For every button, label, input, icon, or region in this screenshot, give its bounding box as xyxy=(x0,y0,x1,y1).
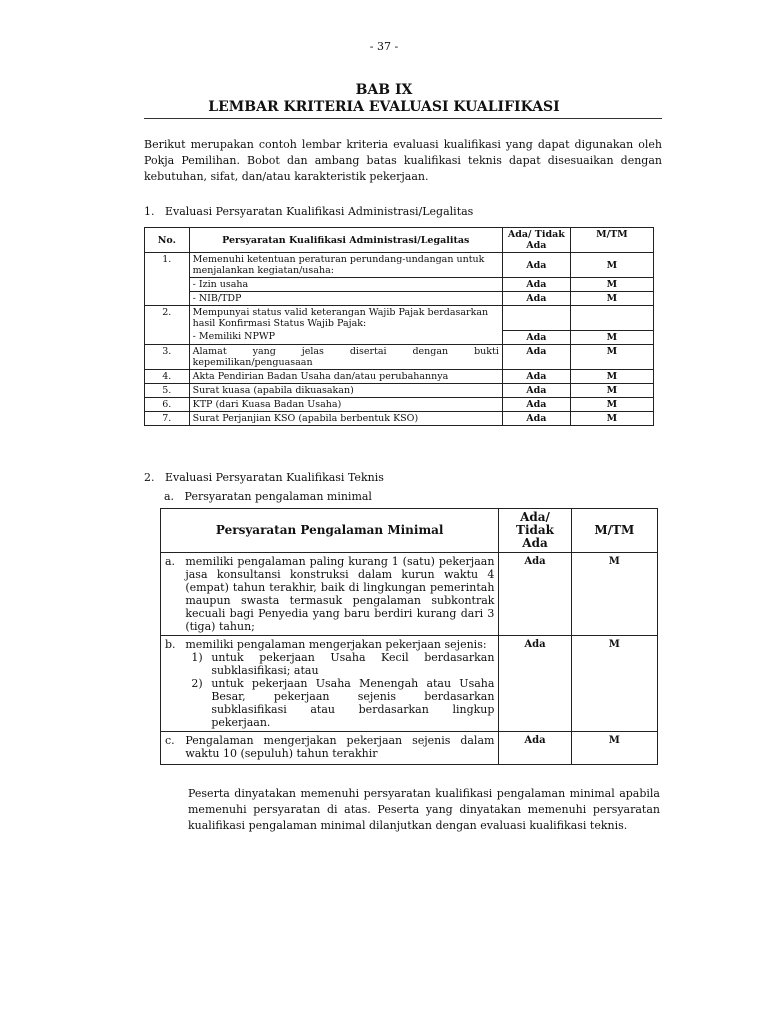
row-requirement: Memenuhi ketentuan peraturan perundang-undangan untuk menjalankan kegiatan/usaha: xyxy=(189,253,502,278)
sub-item-number: 1) xyxy=(191,651,203,664)
row-letter: b. xyxy=(161,636,182,732)
chapter-subtitle: LEMBAR KRITERIA EVALUASI KUALIFIKASI xyxy=(208,99,560,115)
row-ada: Ada xyxy=(502,292,570,306)
sub-item-text: untuk pekerjaan Usaha Kecil berdasarkan subklasifikasi; atau xyxy=(211,651,495,677)
sub-item-number: 2) xyxy=(191,677,203,690)
table-row xyxy=(161,732,658,765)
row-no: 1. xyxy=(145,253,190,278)
row-requirement: - Izin usaha xyxy=(189,278,502,292)
section-2-heading: 2. Evaluasi Persyaratan Kualifikasi Teknis xyxy=(144,471,384,484)
row-mtm: M xyxy=(570,292,653,306)
header-ada: Ada/ Tidak Ada xyxy=(502,228,570,253)
row-requirement: - Memiliki NPWP xyxy=(189,330,502,344)
table-row xyxy=(145,383,654,397)
row-no xyxy=(145,278,190,292)
row-requirement: memiliki pengalaman paling kurang 1 (satu) pekerjaan jasa konsultansi konstruksi dalam kurun waktu 4 (empat) tahun terakhir, baik di lingkungan pemerintah maupun swasta termasuk pengalaman subkontrak kecuali bagi Penyedia yang baru berdiri kurang dari 3 (tiga) tahun; xyxy=(181,553,499,636)
table-row xyxy=(145,278,654,292)
row-no xyxy=(145,330,190,344)
row-requirement: - NIB/TDP xyxy=(189,292,502,306)
page-number: - 37 - xyxy=(369,40,399,53)
table-row xyxy=(161,636,658,732)
table-header-row xyxy=(161,509,658,553)
row-requirement: Surat Perjanjian KSO (apabila berbentuk KSO) xyxy=(189,411,502,425)
header-requirement: Persyaratan Pengalaman Minimal xyxy=(161,509,499,553)
chapter-title: BAB IX xyxy=(355,82,413,98)
row-mtm: M xyxy=(570,278,653,292)
row-requirement xyxy=(181,636,499,732)
header-no: No. xyxy=(145,228,190,253)
closing-paragraph: Peserta dinyatakan memenuhi persyaratan kualifikasi pengalaman minimal apabila memenuhi persyaratan di atas. Peserta yang dinyatakan memenuhi persyaratan kualifikasi pengalaman minimal dilanjutkan dengan evaluasi kualifikasi teknis. xyxy=(188,787,660,832)
row-requirement: KTP (dari Kuasa Badan Usaha) xyxy=(189,397,502,411)
row-mtm: M xyxy=(571,553,657,636)
row-mtm: M xyxy=(570,253,653,278)
row-ada: Ada xyxy=(499,553,571,636)
row-no: 7. xyxy=(145,411,190,425)
section-1-heading: 1. Evaluasi Persyaratan Kualifikasi Administrasi/Legalitas xyxy=(144,205,474,218)
table-row xyxy=(145,330,654,344)
row-ada: Ada xyxy=(502,411,570,425)
row-ada: Ada xyxy=(499,636,571,732)
row-no: 3. xyxy=(145,344,190,369)
table-row xyxy=(145,397,654,411)
row-requirement: Pengalaman mengerjakan pekerjaan sejenis dalam waktu 10 (sepuluh) tahun terakhir xyxy=(181,732,499,765)
row-ada: Ada xyxy=(502,397,570,411)
table-row xyxy=(145,369,654,383)
row-mtm: M xyxy=(570,397,653,411)
sub-item-text: untuk pekerjaan Usaha Menengah atau Usaha Besar, pekerjaan sejenis berdasarkan subklasifikasi atau berdasarkan lingkup pekerjaan. xyxy=(211,677,495,729)
row-mtm: M xyxy=(570,344,653,369)
row-ada: Ada xyxy=(502,383,570,397)
row-ada: Ada xyxy=(502,253,570,278)
header-ada: Ada/ Tidak Ada xyxy=(499,509,571,553)
row-ada: Ada xyxy=(502,330,570,344)
row-ada: Ada xyxy=(499,732,571,765)
row-letter: c. xyxy=(161,732,182,765)
table-header-row xyxy=(145,228,654,253)
experience-requirements-table xyxy=(160,508,658,765)
section-2a-heading: a. Persyaratan pengalaman minimal xyxy=(164,490,372,503)
row-mtm xyxy=(570,306,653,331)
row-ada: Ada xyxy=(502,344,570,369)
table-row xyxy=(145,253,654,278)
header-requirement: Persyaratan Kualifikasi Administrasi/Legalitas xyxy=(189,228,502,253)
row-mtm: M xyxy=(571,732,657,765)
row-ada: Ada xyxy=(502,369,570,383)
row-no: 4. xyxy=(145,369,190,383)
table-row xyxy=(145,344,654,369)
row-ada xyxy=(502,306,570,331)
header-mtm: M/TM xyxy=(571,509,657,553)
row-requirement: Alamat yang jelas disertai dengan bukti kepemilikan/penguasaan xyxy=(189,344,502,369)
row-mtm: M xyxy=(570,369,653,383)
row-mtm: M xyxy=(570,411,653,425)
row-ada: Ada xyxy=(502,278,570,292)
sub-item xyxy=(191,651,494,677)
intro-paragraph: Berikut merupakan contoh lembar kriteria evaluasi kualifikasi yang dapat digunakan oleh Pokja Pemilihan. Bobot dan ambang batas kualifikasi teknis dapat disesuaikan dengan kebutuhan, sifat, dan/atau karakteristik pekerjaan. xyxy=(144,138,662,183)
table-row xyxy=(161,553,658,636)
table-row xyxy=(145,306,654,331)
row-requirement: Mempunyai status valid keterangan Wajib Pajak berdasarkan hasil Konfirmasi Status Wajib Pajak: xyxy=(189,306,502,331)
sub-item xyxy=(191,677,494,729)
admin-requirements-table xyxy=(144,227,654,426)
table-row xyxy=(145,411,654,425)
row-mtm: M xyxy=(570,330,653,344)
row-no: 2. xyxy=(145,306,190,331)
row-requirement: Akta Pendirian Badan Usaha dan/atau perubahannya xyxy=(189,369,502,383)
table-row xyxy=(145,292,654,306)
row-no: 6. xyxy=(145,397,190,411)
row-requirement-text: memiliki pengalaman mengerjakan pekerjaan sejenis: xyxy=(185,638,487,651)
title-underline xyxy=(144,118,662,119)
row-no xyxy=(145,292,190,306)
header-mtm: M/TM xyxy=(570,228,653,253)
row-mtm: M xyxy=(570,383,653,397)
row-mtm: M xyxy=(571,636,657,732)
row-requirement: Surat kuasa (apabila dikuasakan) xyxy=(189,383,502,397)
row-letter: a. xyxy=(161,553,182,636)
row-no: 5. xyxy=(145,383,190,397)
